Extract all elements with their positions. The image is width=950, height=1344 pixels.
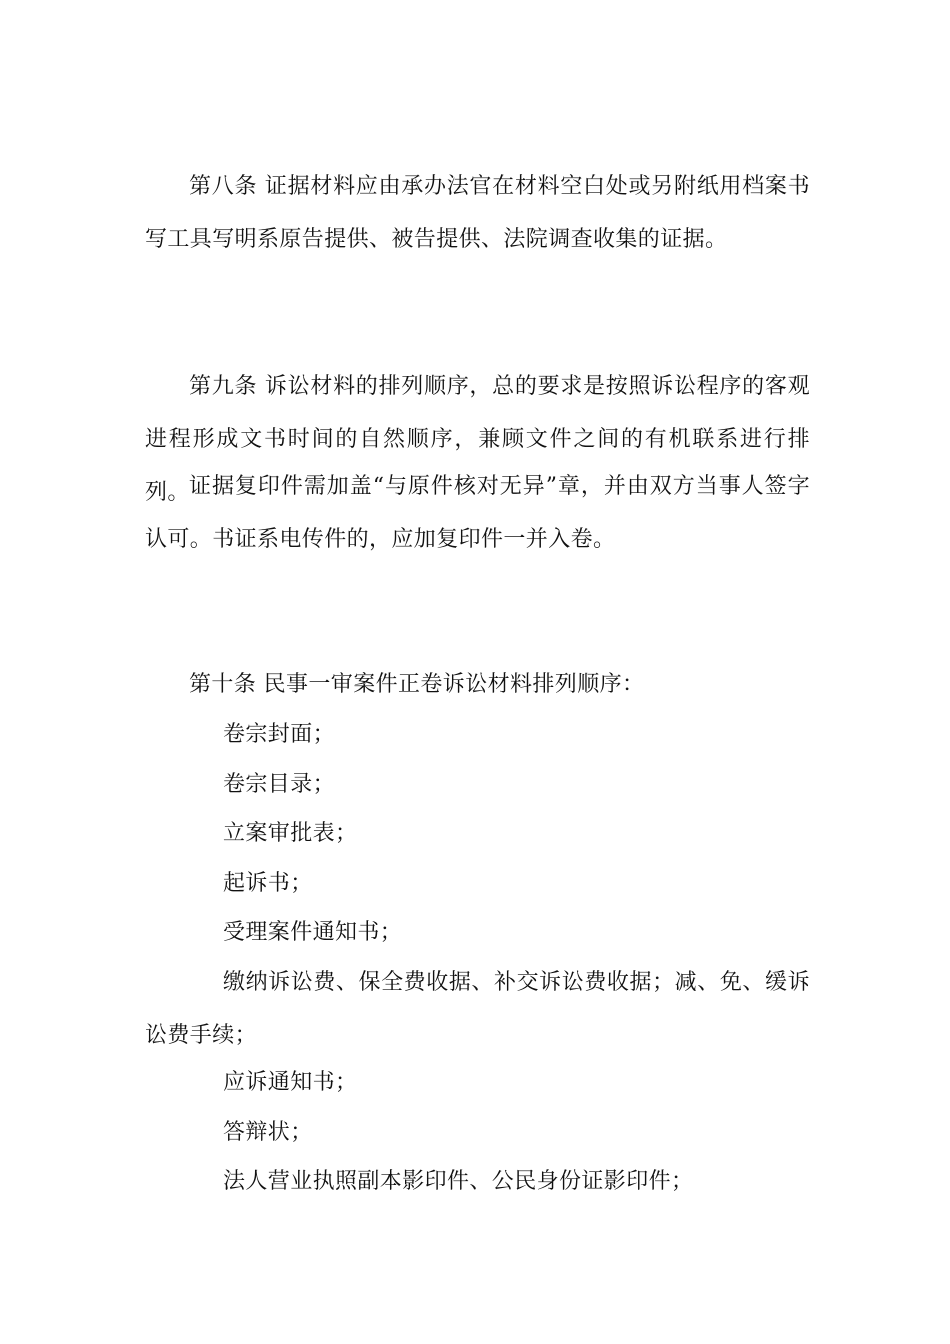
list-item: 卷宗目录； [223,772,336,797]
article-10-heading: 第十条 民事一审案件正卷诉讼材料排列顺序： [189,672,645,697]
list-item: 应诉通知书； [223,1070,358,1095]
list-item: 缴纳诉讼费、保全费收据、补交诉讼费收据；减、免、缓诉讼费手续； [145,970,810,1048]
list-item: 起诉书； [223,871,313,896]
list-item: 答辩状； [223,1120,313,1145]
article-8-paragraph: 第八条 证据材料应由承办法官在材料空白处或另附纸用档案书写工具写明系原告提供、被告提供、法院调查收集的证据。 [145,174,810,252]
list-item: 受理案件通知书； [223,920,403,945]
list-item: 卷宗封面； [223,722,336,747]
list-item: 法人营业执照副本影印件、公民身份证影印件； [223,1169,694,1194]
article-9-paragraph: 第九条 诉讼材料的排列顺序，总的要求是按照诉讼程序的客观进程形成文书时间的自然顺序，兼顾文件之间的有机联系进行排列。 [145,374,810,505]
list-item: 立案审批表； [223,821,358,846]
article-9-note-paragraph: 证据复印件需加盖“与原件核对无异”章，并由双方当事人签字认可。书证系电传件的，应加复印件一并入卷。 [145,474,810,552]
